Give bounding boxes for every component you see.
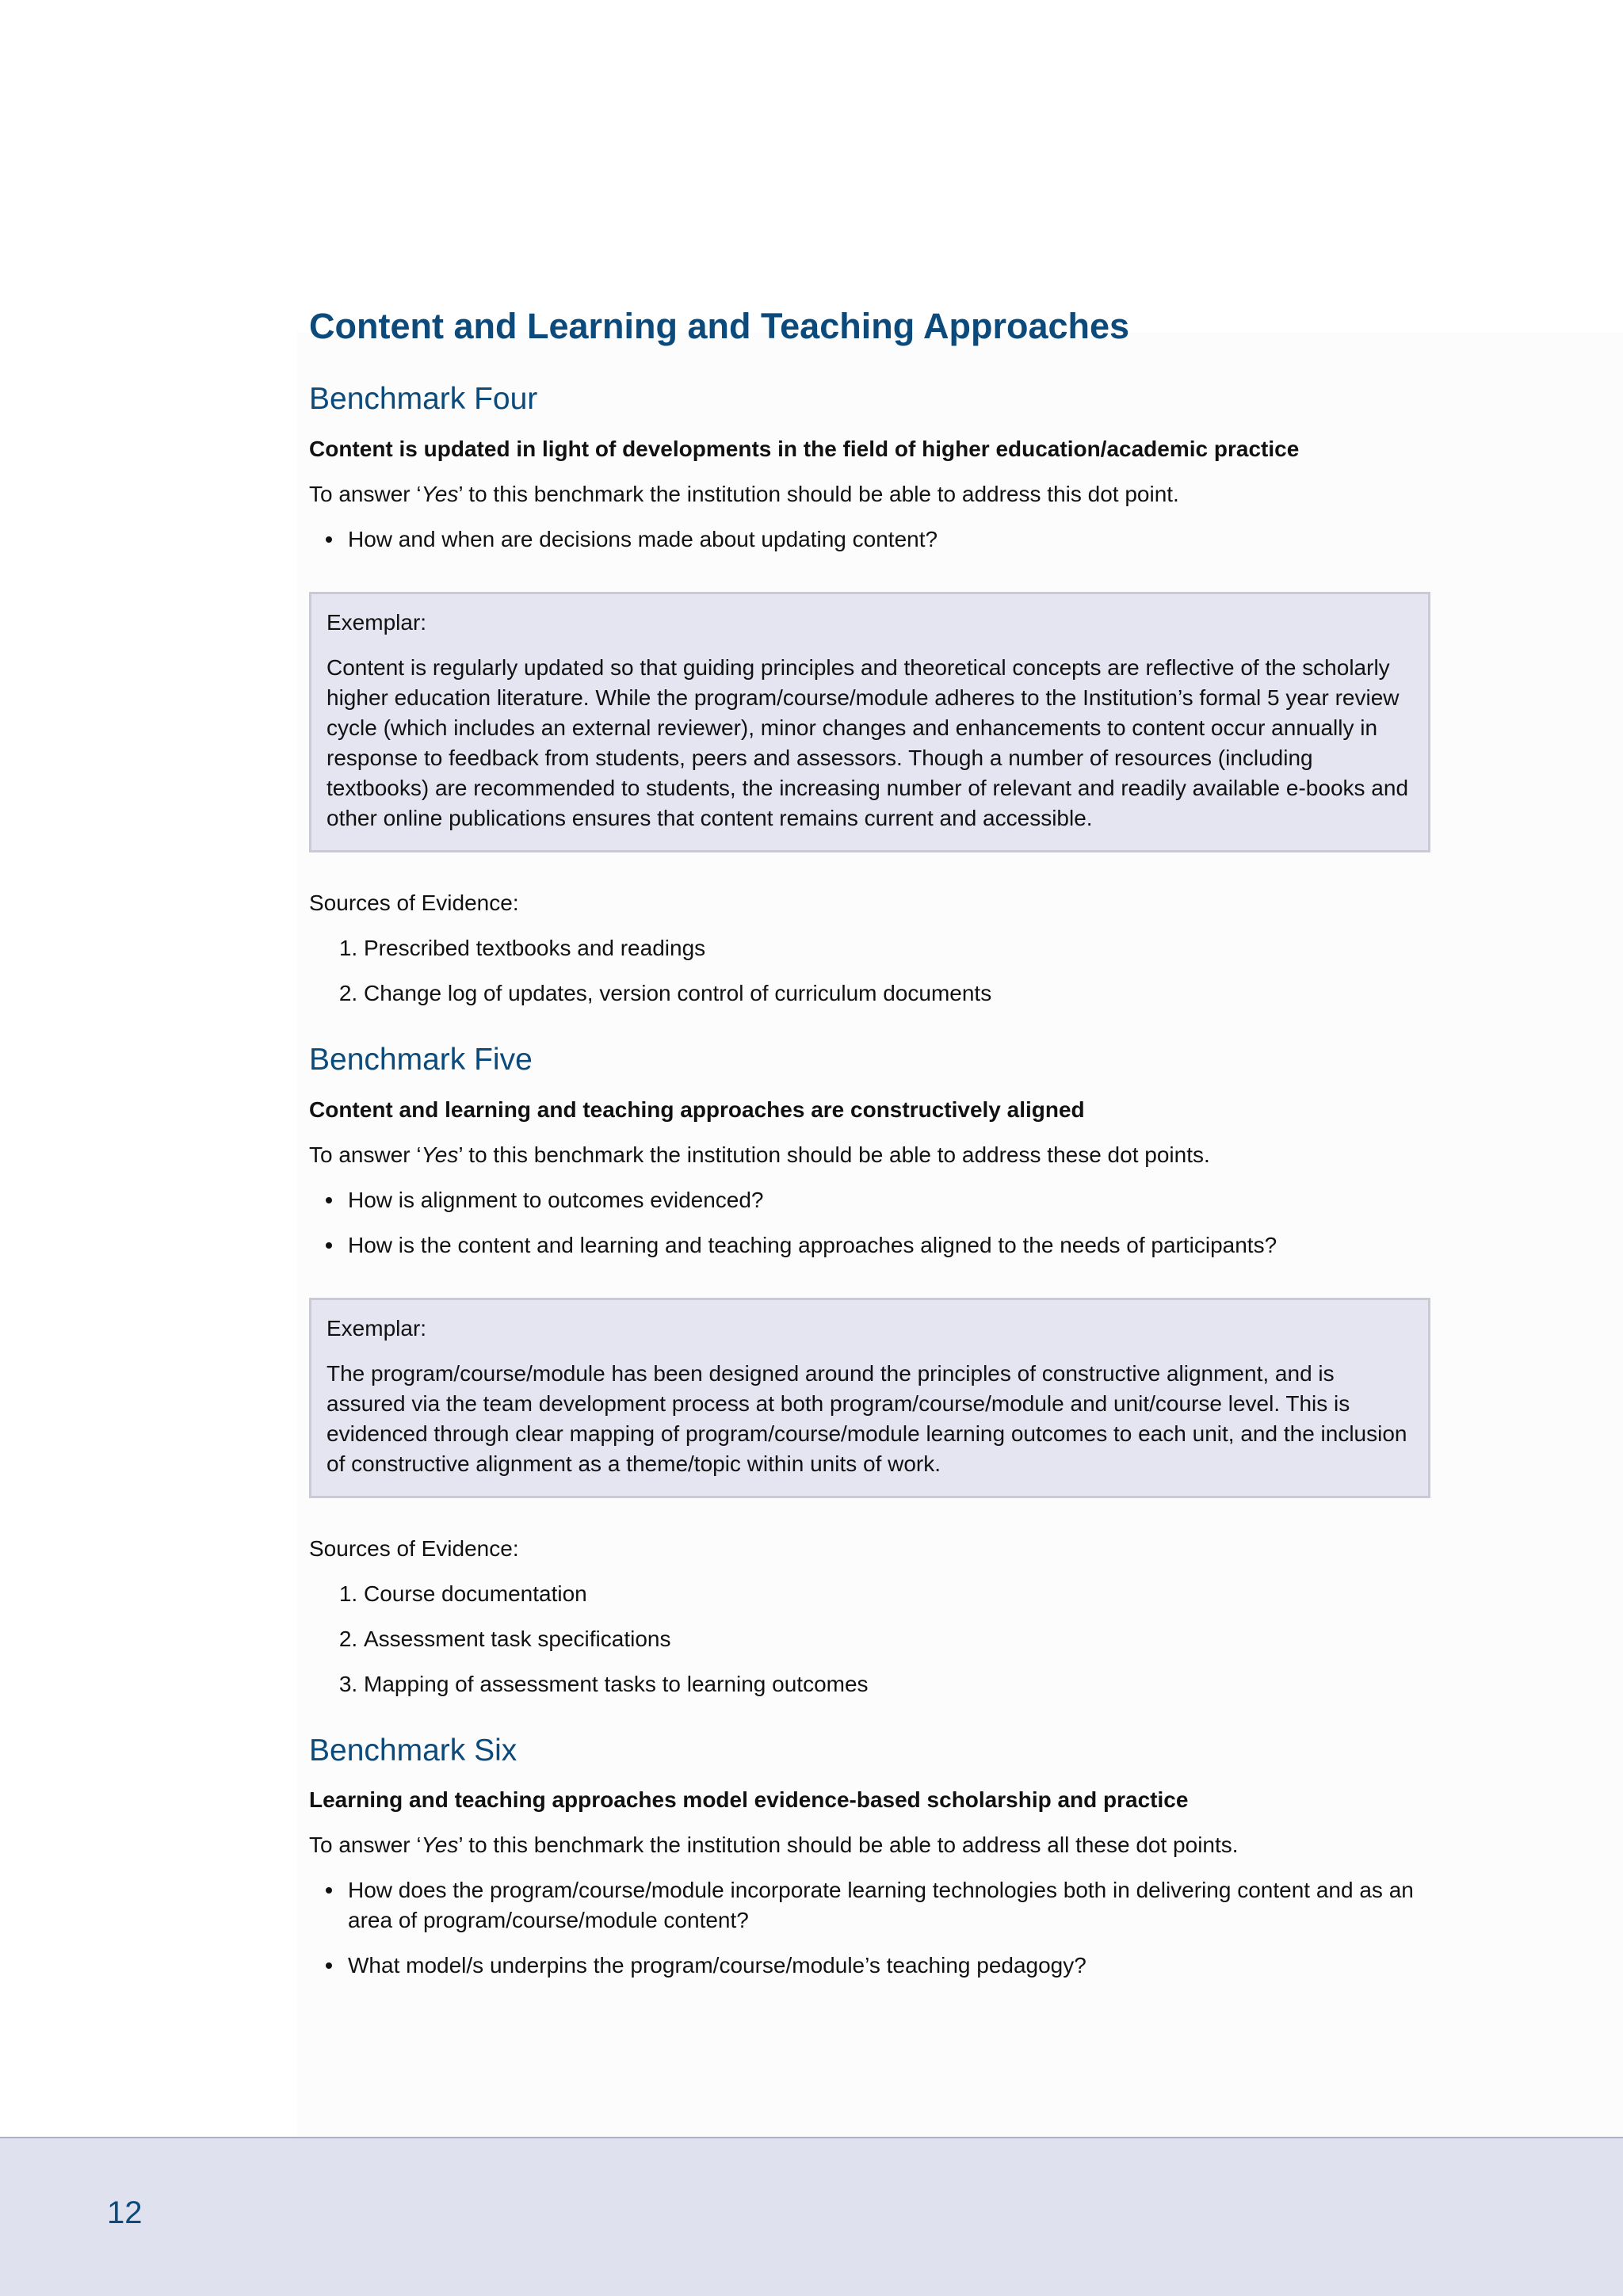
benchmark-six-section [309, 1733, 1430, 1981]
benchmark-title: Benchmark Four [309, 382, 538, 416]
exemplar-label: Exemplar: [327, 609, 427, 635]
sources-list [309, 933, 1430, 1009]
exemplar-text: Content is regularly updated so that guiding principles and theoretical concepts are reflective of the scholarly higher education literature. While the program/course/module adheres to the Institution’s formal 5 year review cycle (which includes an external reviewer), minor changes and enhancements to content occur annually in response to feedback from students, peers and assessors. Though a number of resources (including textbooks) are recommended to students, the increasing number of relevant and readily available e-books and other online publications ensures that content remains current and accessible. [327, 654, 1409, 830]
list-item: 2. Change log of updates, version control of curriculum documents [364, 978, 1430, 1009]
benchmark-four-section [309, 381, 1430, 1009]
page-footer [0, 2137, 1623, 2296]
list-item: How and when are decisions made about updating content? [348, 524, 1430, 555]
benchmark-intro: To answer ‘Yes’ to this benchmark the institution should be able to address this dot point. [309, 481, 1179, 506]
page-number: 12 [107, 2195, 143, 2230]
benchmark-intro: To answer ‘Yes’ to this benchmark the institution should be able to address all these dot points. [309, 1833, 1239, 1858]
list-item: 1. Prescribed textbooks and readings [364, 933, 1430, 963]
sources-label: Sources of Evidence: [309, 890, 519, 915]
exemplar-text: The program/course/module has been designed around the principles of constructive alignment, and is assured via the team development process at both program/course/module and unit/course level. This is evidenced through clear mapping of program/course/module learning outcomes to each unit, and the inclusion of constructive alignment as a theme/topic within units of work. [327, 1360, 1407, 1476]
sources-list [309, 1579, 1430, 1699]
benchmark-statement: Learning and teaching approaches model evidence-based scholarship and practice [309, 1787, 1189, 1813]
dot-point-list [309, 524, 1430, 555]
dot-point-list [309, 1875, 1430, 1981]
benchmark-statement: Content and learning and teaching approaches are constructively aligned [309, 1097, 1085, 1122]
benchmark-five-section [309, 1042, 1430, 1699]
list-item: 1. Course documentation [364, 1579, 1430, 1609]
benchmark-title: Benchmark Six [309, 1733, 517, 1768]
section-heading: Content and Learning and Teaching Approaches [309, 306, 1130, 346]
page-content [309, 305, 1430, 1996]
list-item: How does the program/course/module incorporate learning technologies both in delivering content and as an area of program/course/module content? [348, 1875, 1430, 1936]
list-item: 3. Mapping of assessment tasks to learning outcomes [364, 1669, 1430, 1699]
benchmark-intro: To answer ‘Yes’ to this benchmark the institution should be able to address these dot points. [309, 1142, 1210, 1167]
benchmark-title: Benchmark Five [309, 1042, 533, 1077]
list-item: How is alignment to outcomes evidenced? [348, 1185, 1430, 1215]
sources-label: Sources of Evidence: [309, 1535, 519, 1561]
exemplar-box [309, 592, 1430, 852]
exemplar-label: Exemplar: [327, 1315, 427, 1341]
exemplar-box [309, 1298, 1430, 1498]
list-item: What model/s underpins the program/course/module’s teaching pedagogy? [348, 1951, 1430, 1981]
list-item: How is the content and learning and teaching approaches aligned to the needs of participants? [348, 1230, 1430, 1261]
benchmark-statement: Content is updated in light of developments in the field of higher education/academic practice [309, 436, 1300, 461]
list-item: 2. Assessment task specifications [364, 1624, 1430, 1654]
dot-point-list [309, 1185, 1430, 1261]
